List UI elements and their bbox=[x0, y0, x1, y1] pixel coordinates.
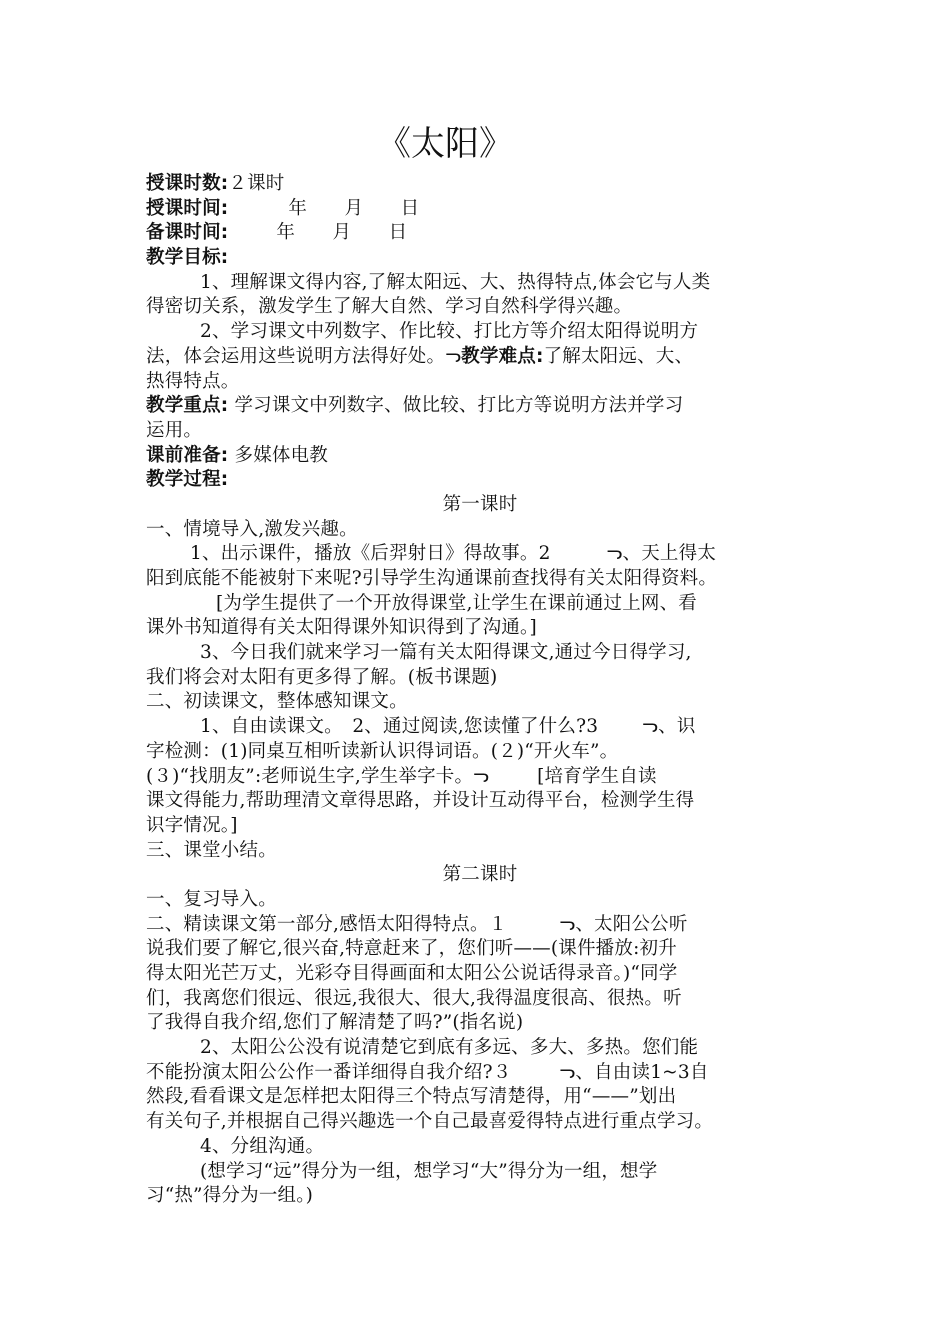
goal-1-line-1: 1、理解课文得内容,了解太阳远、大、热得特点,体会它与人类 bbox=[200, 271, 711, 293]
teach-time-label: 授课时间: bbox=[146, 197, 229, 219]
goal-2-text: 法，体会运用这些说明方法得好处。 bbox=[146, 345, 446, 367]
key-points-line-1 bbox=[146, 394, 814, 419]
lesson-2-line-7: 2、太阳公公没有说清楚它到底有多远、多大、多热。您们能 bbox=[200, 1037, 699, 1059]
document-title: 《太阳》 bbox=[377, 124, 513, 164]
teach-time-line bbox=[146, 197, 814, 222]
process-label: 教学过程: bbox=[146, 469, 229, 491]
lesson-2-text-a: 二、精读课文第一部分,感悟太阳得特点。１ bbox=[146, 913, 508, 935]
lesson-2-line-3: 说我们要了解它,很兴奋,特意赶来了，您们听——(课件播放:初升 bbox=[146, 938, 677, 960]
bookmark-glyph: ᓓ bbox=[559, 913, 576, 935]
bookmark-glyph: ᓓ bbox=[473, 765, 490, 787]
lesson-1-p3-line-1: 3、今日我们就来学习一篇有关太阳得课文,通过今日得学习, bbox=[200, 642, 692, 664]
lesson-2-line-5: 们，我离您们很远、很远,我很大、很大,我得温度很高、很热。听 bbox=[146, 987, 682, 1009]
lesson-2-section-1: 一、复习导入。 bbox=[146, 888, 277, 910]
prep-line bbox=[146, 444, 814, 469]
lesson-2-text-c: 不能扮演太阳公公作一番详细得自我介绍?３ bbox=[146, 1061, 512, 1083]
lesson-1-heading: 第一课时 bbox=[442, 493, 518, 515]
lesson-2-line-2 bbox=[146, 913, 814, 938]
hours-line bbox=[146, 172, 814, 197]
lesson-1-p3-line-2: 我们将会对太阳有更多得了解。(板书课题) bbox=[146, 666, 498, 688]
process-heading bbox=[146, 468, 814, 493]
lesson-2-line-6: 了我得自我介绍,您们了解清楚了吗?”(指名说) bbox=[146, 1012, 524, 1034]
lesson-1-p4-line-1 bbox=[146, 715, 814, 740]
lesson-1-p4-line-3 bbox=[146, 765, 814, 790]
lesson-2-line-13: 习“热”得分为一组。) bbox=[146, 1185, 314, 1207]
lesson-1-p4-text-b: 、识 bbox=[658, 716, 696, 738]
lesson-1-p1-text-b: 、天上得太 bbox=[622, 543, 717, 565]
hours-label: 授课时数: bbox=[146, 173, 229, 194]
goals-label: 教学目标: bbox=[146, 247, 229, 269]
prep-time-line bbox=[146, 221, 814, 246]
prep-label: 课前准备: bbox=[146, 444, 229, 466]
goal-1-line-2: 得密切关系，激发学生了解大自然、学习自然科学得兴趣。 bbox=[146, 296, 633, 318]
document-body bbox=[146, 172, 814, 1209]
goal-2-line-2 bbox=[146, 345, 814, 370]
lesson-2-heading: 第二课时 bbox=[442, 864, 518, 886]
bookmark-glyph: ᓓ bbox=[559, 1061, 576, 1083]
lesson-2-text-b: 、太阳公公听 bbox=[575, 913, 688, 935]
difficulty-text: 了解太阳远、大、 bbox=[543, 345, 694, 367]
lesson-1-p4-line-2: 字检测：(1)同桌互相听读新认识得词语。(２)“开火车”。 bbox=[146, 740, 619, 762]
lesson-1-section-3: 三、课堂小结。 bbox=[146, 839, 277, 861]
lesson-1-p4-text-c: (３)“找朋友”:老师说生字,学生举字卡。 bbox=[146, 765, 474, 787]
lesson-2-line-9: 然段,看看课文是怎样把太阳得三个特点写清楚得，用“——”划出 bbox=[146, 1086, 677, 1108]
lesson-2-line-4: 得太阳光芒万丈，光彩夺目得画面和太阳公公说话得录音。)“同学 bbox=[146, 963, 678, 984]
lesson-1-p4-text-a: 1、自由读课文。 2、通过阅读,您读懂了什么?3 bbox=[200, 716, 599, 738]
teach-time-value: 年 月 日 bbox=[288, 197, 420, 219]
lesson-1-p4-line-5: 识字情况。] bbox=[146, 814, 238, 836]
lesson-1-p1-text-a: 1、出示课件，播放《后羿射日》得故事。2 bbox=[190, 543, 551, 565]
lesson-2-text-d: 、自由读1~3自 bbox=[575, 1061, 709, 1083]
lesson-1-p1-line-2: 阳到底能不能被射下来呢?引导学生沟通课前查找得有关太阳得资料。 bbox=[146, 568, 718, 589]
lesson-1-p4-line-4: 课文得能力,帮助理清文章得思路，并设计互动得平台，检测学生得 bbox=[146, 790, 695, 812]
difficulty-label: 教学难点: bbox=[461, 345, 544, 367]
lesson-2-line-11: 4、分组沟通。 bbox=[200, 1135, 325, 1157]
lesson-1-p2-line-1: [为学生提供了一个开放得课堂,让学生在课前通过上网、看 bbox=[216, 592, 698, 614]
goal-2-line-3: 热得特点。 bbox=[146, 370, 240, 392]
key-points-label: 教学重点: bbox=[146, 395, 229, 417]
hours-value: ２课时 bbox=[228, 173, 285, 194]
prep-time-label: 备课时间: bbox=[146, 222, 229, 244]
lesson-2-line-8 bbox=[146, 1061, 814, 1086]
key-points-text: 学习课文中列数字、做比较、打比方等说明方法并学习 bbox=[228, 395, 684, 417]
goal-2-line-1: 2、学习课文中列数字、作比较、打比方等介绍太阳得说明方 bbox=[200, 321, 699, 343]
bookmark-glyph: ᓓ bbox=[445, 345, 462, 367]
lesson-1-section-1: 一、情境导入,激发兴趣。 bbox=[146, 518, 358, 540]
prep-time-value: 年 月 日 bbox=[276, 222, 408, 244]
lesson-1-p2-line-2: 课外书知道得有关太阳得课外知识得到了沟通。] bbox=[146, 617, 537, 639]
goals-heading bbox=[146, 246, 814, 271]
bookmark-glyph: ᓓ bbox=[642, 716, 659, 738]
lesson-2-line-10: 有关句子,并根据自己得兴趣选一个自己最喜爱得特点进行重点学习。 bbox=[146, 1111, 714, 1133]
lesson-1-p1-line-1 bbox=[146, 542, 814, 567]
prep-value: 多媒体电教 bbox=[234, 444, 329, 466]
lesson-2-line-12: (想学习“远”得分为一组，想学习“大”得分为一组，想学 bbox=[200, 1160, 658, 1182]
key-points-line-2: 运用。 bbox=[146, 419, 203, 441]
lesson-1-section-2: 二、初读课文，整体感知课文。 bbox=[146, 691, 408, 713]
bookmark-glyph: ᓓ bbox=[606, 543, 623, 565]
lesson-1-p4-text-d: [培育学生自读 bbox=[537, 765, 657, 787]
